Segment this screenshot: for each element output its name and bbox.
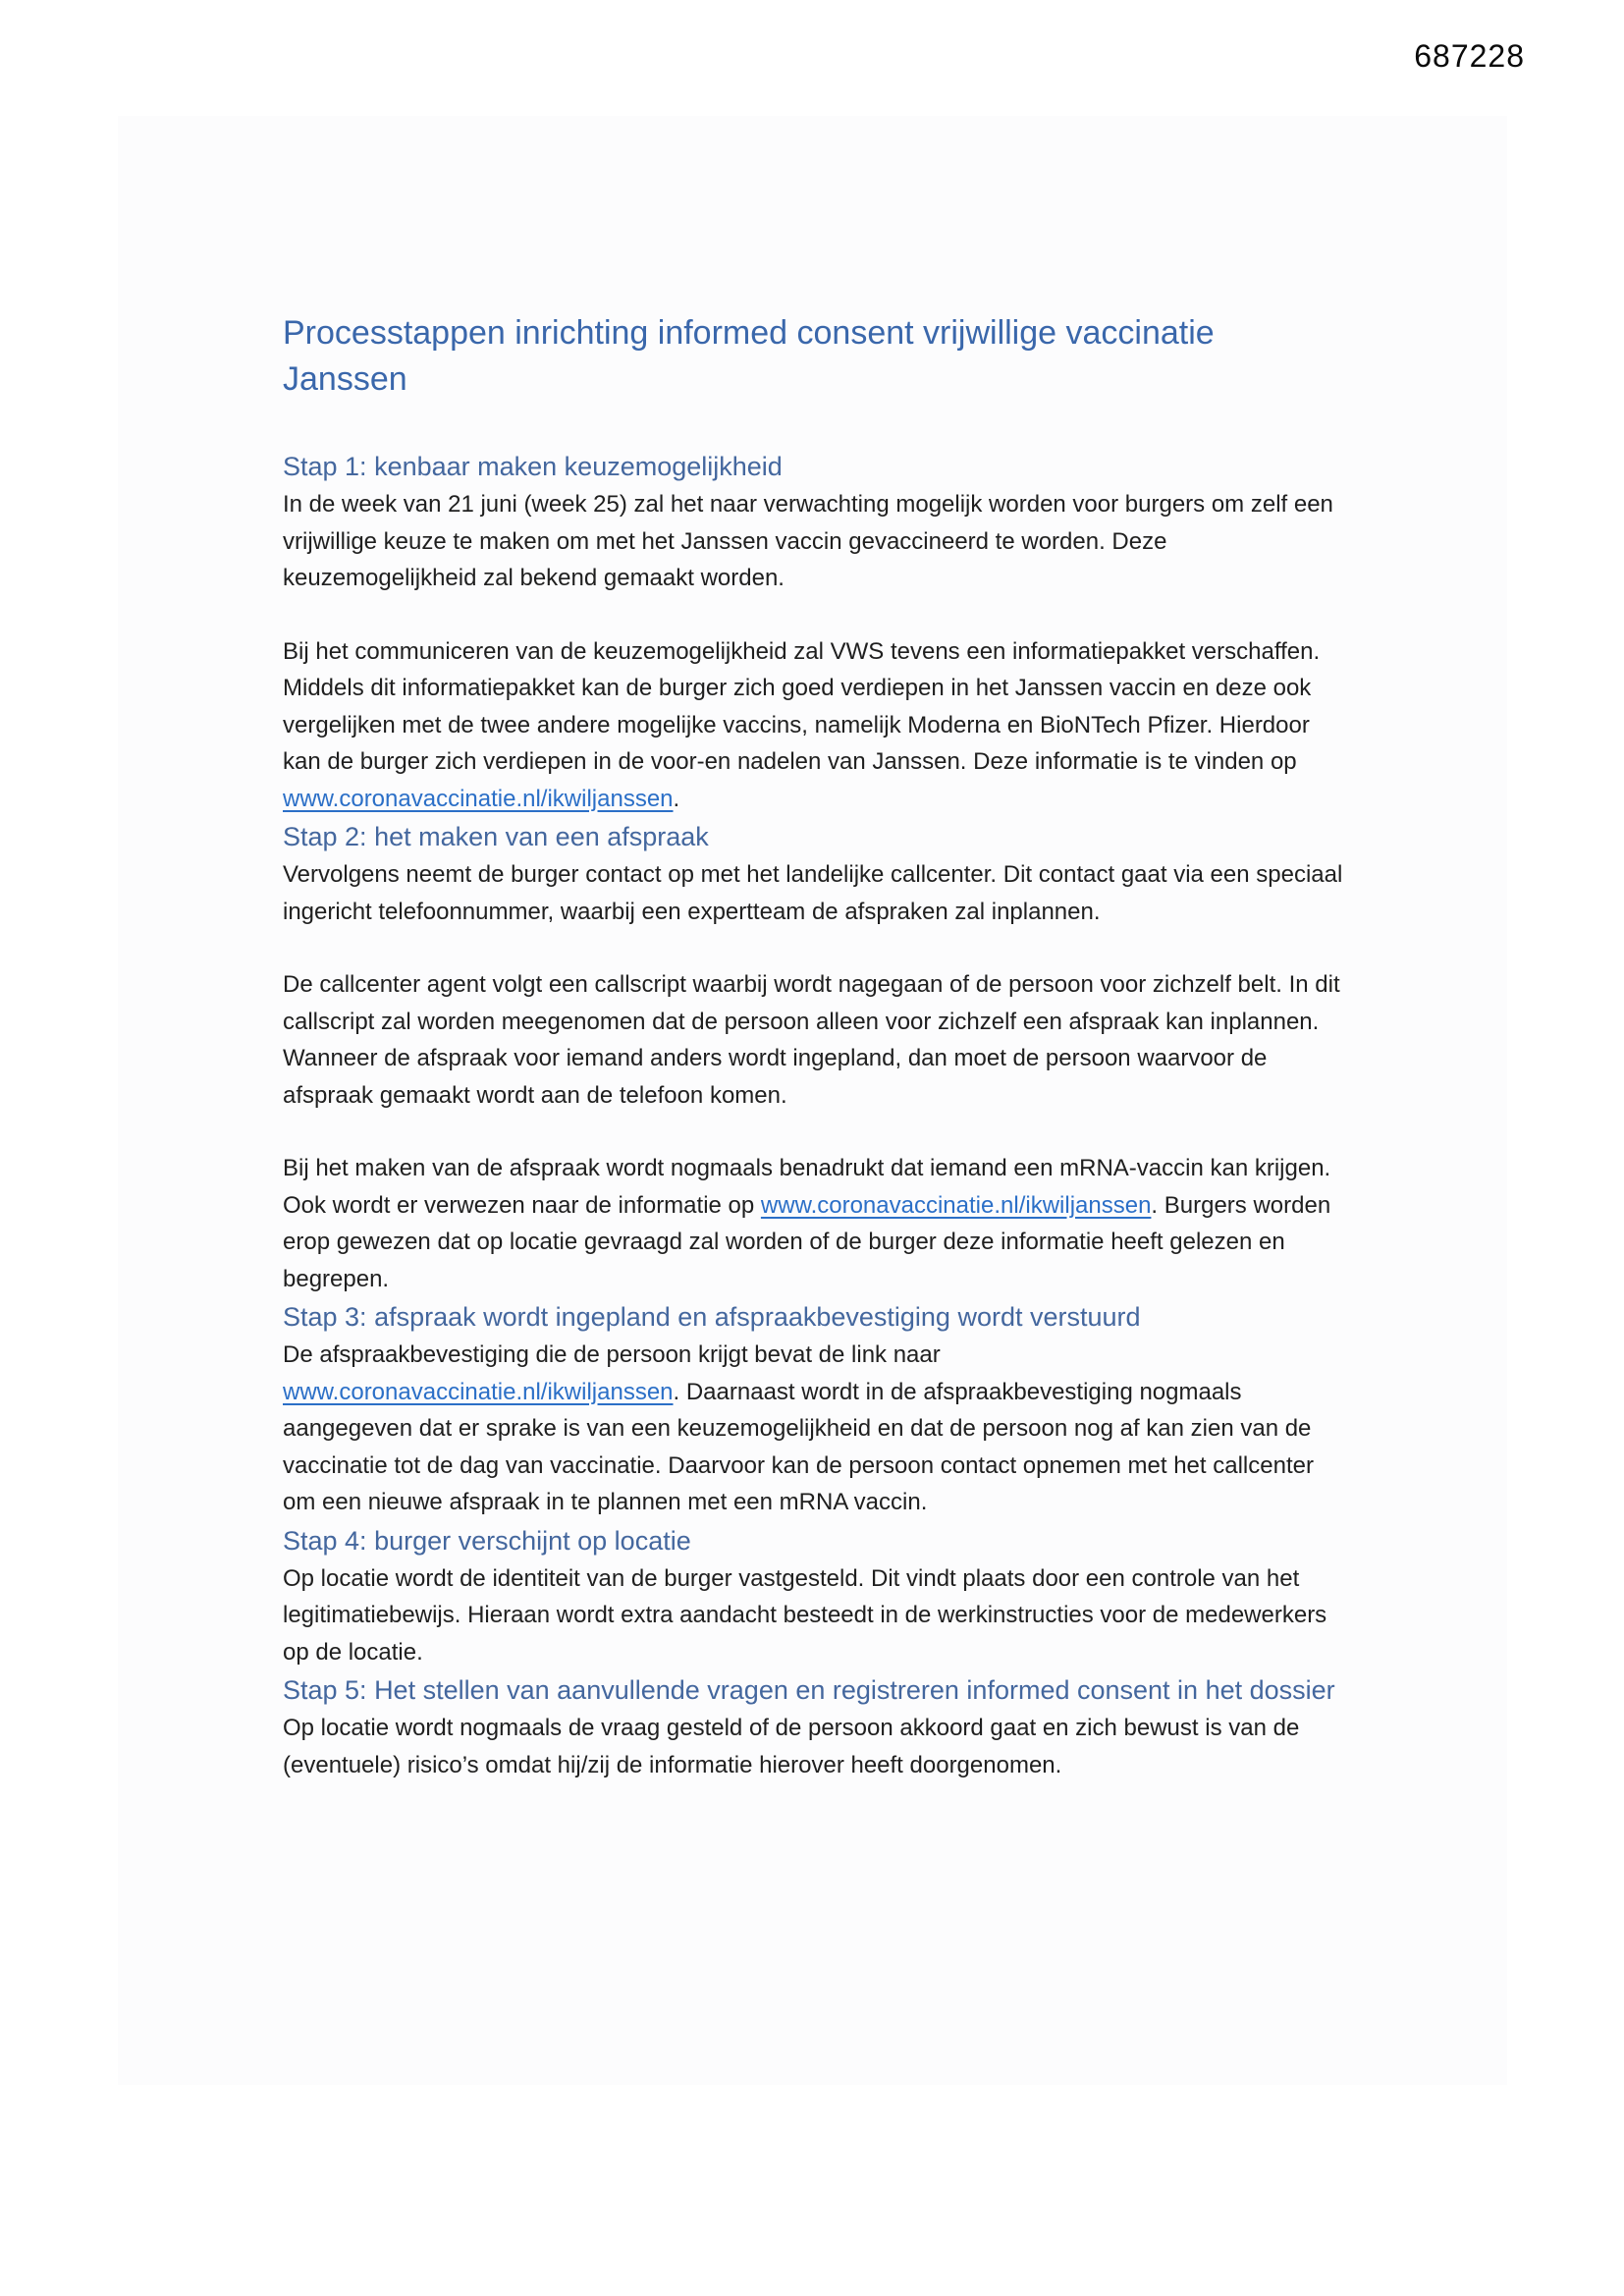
section-stap-2	[283, 817, 1343, 1297]
document-sections	[283, 447, 1343, 1783]
document-content	[283, 310, 1343, 1783]
section-heading: Stap 1: kenbaar maken keuzemogelijkheid	[283, 452, 783, 481]
hyperlink-coronavaccinatie[interactable]: www.coronavaccinatie.nl/ikwiljanssen	[283, 1378, 674, 1405]
paragraph	[283, 856, 1343, 930]
paragraph-text: Op locatie wordt nogmaals de vraag gesteld of de persoon akkoord gaat en zich bewust is van de (eventuele) risico’s omdat hij/zij de informatie hierover heeft doorgenomen.	[283, 1715, 1300, 1778]
section-heading: Stap 5: Het stellen van aanvullende vragen en registreren informed consent in het dossier	[283, 1675, 1335, 1705]
section-heading: Stap 4: burger verschijnt op locatie	[283, 1525, 691, 1556]
paragraph	[283, 1150, 1343, 1297]
paragraph-text: Bij het maken van de afspraak wordt nogmaals benadrukt dat iemand een mRNA-vaccin kan krijgen. Ook wordt er verwezen naar de informatie op	[283, 1155, 1331, 1219]
paragraph-text: . Burgers worden erop gewezen dat op locatie gevraagd zal worden of de burger deze informatie heeft gelezen en begrepen.	[283, 1191, 1331, 1292]
paragraph	[283, 966, 1343, 1114]
paragraph-text: Op locatie wordt de identiteit van de burger vastgesteld. Dit vindt plaats door een controle van het legitimatiebewijs. Hieraan wordt extra aandacht besteedt in de werkinstructies voor de medewerkers op de locatie.	[283, 1564, 1327, 1666]
section-stap-1	[283, 447, 1343, 817]
section-heading: Stap 3: afspraak wordt ingepland en afspraakbevestiging wordt verstuurd	[283, 1302, 1141, 1332]
paragraph-text: .	[673, 785, 680, 812]
document-title: Processtappen inrichting informed consent vrijwillige vaccinatie Janssen	[283, 314, 1215, 398]
section-heading: Stap 2: het maken van een afspraak	[283, 822, 709, 851]
paragraph	[283, 486, 1343, 597]
hyperlink-coronavaccinatie[interactable]: www.coronavaccinatie.nl/ikwiljanssen	[283, 785, 674, 812]
paragraph	[283, 1560, 1343, 1671]
paragraph-text: De callcenter agent volgt een callscript waarbij wordt nagegaan of de persoon voor zichzelf belt. In dit callscript zal worden meegenomen dat de persoon alleen voor zichzelf een afspraak kan inplannen. Wanneer de afspraak voor iemand anders wordt ingepland, dan moet de persoon waarvoor de afspraak gemaakt wordt aan de telefoon komen.	[283, 971, 1340, 1109]
hyperlink-coronavaccinatie[interactable]: www.coronavaccinatie.nl/ikwiljanssen	[760, 1191, 1152, 1219]
paragraph-text: . Daarnaast wordt in de afspraakbevestiging nogmaals aangegeven dat er sprake is van een keuzemogelijkheid en dat de persoon nog af kan zien van de vaccinatie tot de dag van vaccinatie. Daarvoor kan de persoon contact opnemen met het callcenter om een nieuwe afspraak in te plannen met een mRNA vaccin.	[283, 1378, 1314, 1515]
paragraph	[283, 1710, 1343, 1783]
paragraph-text: De afspraakbevestiging die de persoon krijgt bevat de link naar	[283, 1341, 941, 1368]
paragraph-text: In de week van 21 juni (week 25) zal het naar verwachting mogelijk worden voor burgers om zelf een vrijwillige keuze te maken om met het Janssen vaccin gevaccineerd te worden. Deze keuzemogelijkheid zal bekend gemaakt worden.	[283, 491, 1333, 591]
section-stap-5	[283, 1670, 1343, 1783]
paragraph-text: Vervolgens neemt de burger contact op met het landelijke callcenter. Dit contact gaat via een speciaal ingericht telefoonnummer, waarbij een expertteam de afspraken zal inplannen.	[283, 861, 1343, 925]
section-stap-3	[283, 1297, 1343, 1521]
paragraph	[283, 1337, 1343, 1521]
section-stap-4	[283, 1521, 1343, 1671]
paragraph	[283, 633, 1343, 818]
page-number-stamp: 687228	[1414, 38, 1525, 74]
paragraph-text: Bij het communiceren van de keuzemogelijkheid zal VWS tevens een informatiepakket verschaffen. Middels dit informatiepakket kan de burger zich goed verdiepen in het Janssen vaccin en deze ook vergelijken met de twee andere mogelijke vaccins, namelijk Moderna en BioNTech Pfizer. Hierdoor kan de burger zich verdiepen in de voor-en nadelen van Janssen. Deze informatie is te vinden op	[283, 637, 1321, 775]
